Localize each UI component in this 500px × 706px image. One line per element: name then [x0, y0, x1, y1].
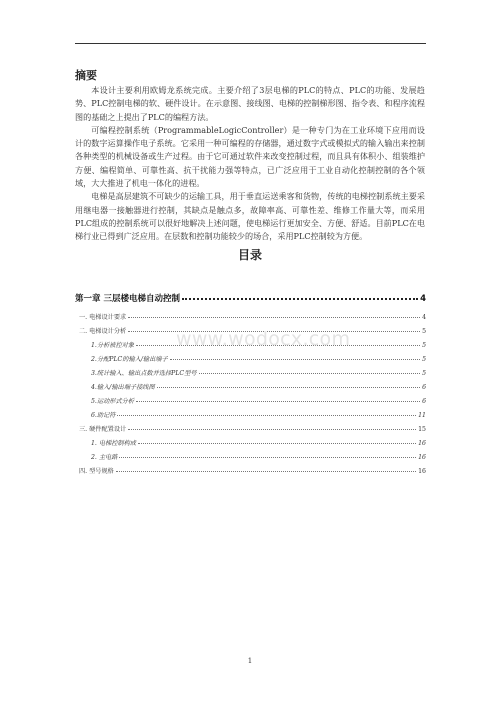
toc-leader [117, 415, 416, 416]
toc-leader [157, 387, 420, 388]
toc-entry-title: 一. 电梯设计要求 [79, 314, 127, 321]
toc-entry-item-2[interactable] [91, 354, 426, 363]
toc-leader [128, 429, 416, 430]
toc-entry-page: 5 [422, 356, 426, 363]
toc-entry-title: 5.运动形式分析 [91, 398, 135, 405]
toc-entry-item-3[interactable] [91, 368, 426, 377]
toc-entry-title: 4.输入/输出端子接线图 [91, 384, 155, 391]
toc-entry-page: 4 [420, 294, 426, 304]
toc-entry-page: 11 [418, 412, 426, 419]
toc-entry-item-4[interactable] [91, 382, 426, 391]
toc-leader [128, 317, 420, 318]
toc-entry-chapter-1[interactable] [75, 292, 426, 304]
toc-entry-page: 16 [418, 440, 426, 447]
toc-entry-item-6[interactable] [91, 410, 426, 419]
toc-entry-title: 2. 主电路 [91, 454, 118, 461]
abstract-body [75, 84, 425, 244]
toc-entry-page: 16 [418, 468, 426, 475]
toc-entry-title: 四. 型号规格 [79, 468, 114, 475]
toc-heading: 目录 [237, 248, 262, 262]
toc-entry-title: 2.分配PLC的输入/输出端子 [91, 356, 168, 363]
toc-entry-page: 5 [422, 370, 426, 377]
toc-entry-page: 5 [422, 342, 426, 349]
page-number: 1 [247, 657, 253, 665]
toc-entry-title: 1.分析被控对象 [91, 342, 135, 349]
header-rule [75, 43, 426, 44]
abstract-heading: 摘要 [75, 69, 97, 82]
abstract-paragraph-1: 本设计主要利用欧姆龙系统完成。主要介绍了3层电梯的PLC的特点、PLC的功能、发展趋势、PLC控制电梯的软、硬件设计。在示意图、接线图、电梯的控制梯形图、指令表、和程序流程图的基础之上提出了PLC的编程方法。 [75, 85, 425, 122]
toc-leader [199, 373, 421, 374]
toc-entry-title: 1. 电梯控制构成 [91, 440, 136, 447]
toc-leader [116, 471, 416, 472]
toc-entry-page: 4 [422, 314, 426, 321]
toc-leader [182, 298, 418, 300]
toc-entry-item-8[interactable] [91, 452, 426, 461]
toc-entry-item-5[interactable] [91, 396, 426, 405]
toc-leader [136, 401, 420, 402]
toc-entry-title: 第一章 三层楼电梯自动控制 [75, 294, 180, 304]
watermark: www.wodocx.com [176, 328, 351, 350]
toc-leader [170, 359, 420, 360]
toc-entry-title: 3.统计输入、输出点数并选择PLC型号 [91, 370, 197, 377]
toc-entry-page: 6 [422, 398, 426, 405]
abstract-paragraph-3: 电梯是高层建筑不可缺少的运输工具，用于垂直运送乘客和货物，传统的电梯控制系统主要采用继电器一接触器进行控制，其缺点是触点多，故障率高、可靠性差、维修工作量大等，而采用 PLC组成的控制系统可以很好地解决上述问题，使电梯运行更加安全、方便、舒适。目前PLC在电梯行业已得到广泛应用。在层数和控制功能较少的场合，采用PLC控制较为方便。 [75, 191, 425, 242]
toc-entry-title: 6.助记符 [91, 412, 116, 419]
toc-entry-title: 三. 硬件配置设计 [79, 426, 127, 433]
toc-entry-section-1[interactable] [79, 312, 426, 321]
toc-entry-page: 16 [418, 454, 426, 461]
toc-leader [119, 457, 416, 458]
toc-entry-page: 5 [422, 328, 426, 335]
toc-entry-section-4[interactable] [79, 466, 426, 475]
toc-entry-title: 二. 电梯设计分析 [79, 328, 127, 335]
toc-entry-page: 15 [418, 426, 426, 433]
toc-entry-item-7[interactable] [91, 438, 426, 447]
abstract-paragraph-2: 可编程控制系统（ProgrammableLogicController）是一种专门为在工业环境下应用而设计的数字运算操作电子系统。它采用一种可编程的存储器，通过数字式或模拟式的输入输出来控制各种类型的机械设备或生产过程。由于它可通过软件来改变控制过程，而且具有体积小、组装维护方便、编程简单、可靠性高、抗干扰能力强等特点，已广泛应用于工业自动化控制控制的各个领域，大大推进了机电一体化的进程。 [75, 124, 425, 189]
toc-leader [138, 443, 416, 444]
toc-entry-section-3[interactable] [79, 424, 426, 433]
toc-entry-page: 6 [422, 384, 426, 391]
